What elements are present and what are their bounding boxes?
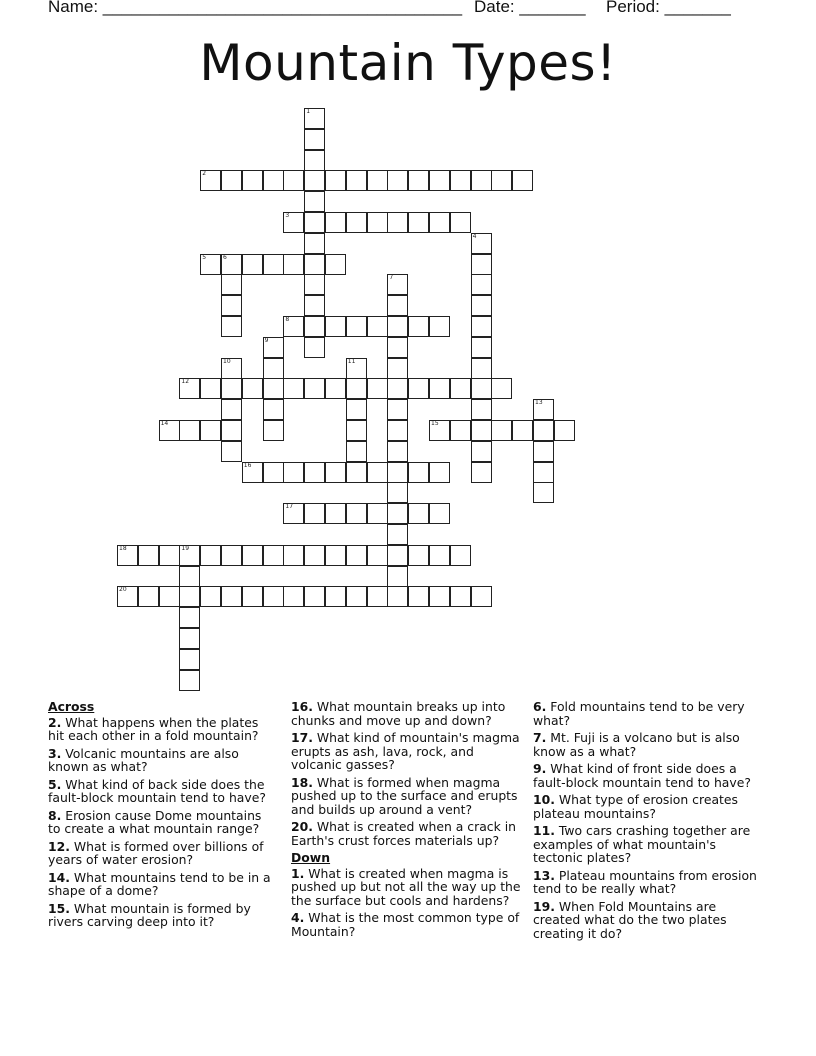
crossword-cell[interactable]: [242, 586, 263, 607]
crossword-cell[interactable]: [283, 545, 304, 566]
crossword-cell[interactable]: [325, 545, 346, 566]
crossword-cell[interactable]: [346, 503, 367, 524]
crossword-cell[interactable]: [533, 420, 554, 441]
crossword-cell[interactable]: [408, 545, 429, 566]
clue-number: 12.: [48, 838, 70, 854]
clue-number: 10: [223, 357, 231, 365]
crossword-cell[interactable]: [346, 399, 367, 420]
clue-text: What is created when magma is pushed up but not all the way up the the surface but cools and hardens?: [291, 865, 521, 908]
crossword-cell[interactable]: [408, 586, 429, 607]
crossword-cell[interactable]: [304, 150, 325, 171]
clues-column-3: [533, 700, 763, 944]
crossword-cell[interactable]: [429, 378, 450, 399]
clue-number: 17.: [291, 730, 313, 745]
crossword-cell[interactable]: [471, 274, 492, 295]
crossword-cell[interactable]: [200, 545, 221, 566]
clue-text: Volcanic mountains are also known as what?: [48, 745, 239, 774]
clue-text: What mountains tend to be in a shape of a dome?: [48, 869, 271, 898]
clue-item: [533, 731, 763, 758]
crossword-cell[interactable]: [304, 503, 325, 524]
crossword-cell[interactable]: [471, 420, 492, 441]
clue-text: Two cars crashing together are examples of what mountain's tectonic plates?: [533, 823, 751, 865]
clue-number: 13: [535, 399, 543, 407]
crossword-cell[interactable]: [221, 378, 242, 399]
crossword-cell[interactable]: [304, 254, 325, 275]
crossword-cell[interactable]: [283, 170, 304, 191]
crossword-cell[interactable]: [304, 191, 325, 212]
crossword-cell[interactable]: [387, 545, 408, 566]
crossword-cell[interactable]: [325, 462, 346, 483]
crossword-cell[interactable]: [429, 503, 450, 524]
clue-item: [291, 776, 523, 817]
crossword-cell[interactable]: [450, 170, 471, 191]
crossword-cell[interactable]: [471, 337, 492, 358]
crossword-cell[interactable]: [387, 170, 408, 191]
clue-item: [291, 867, 523, 908]
clue-item: [533, 762, 763, 789]
crossword-cell[interactable]: [138, 545, 159, 566]
crossword-cell[interactable]: [408, 378, 429, 399]
crossword-cell[interactable]: [367, 462, 388, 483]
crossword-cell[interactable]: [263, 358, 284, 379]
crossword-cell[interactable]: [387, 295, 408, 316]
clue-number: 19.: [533, 898, 555, 914]
crossword-cell[interactable]: [387, 337, 408, 358]
crossword-cell[interactable]: [346, 212, 367, 233]
crossword-cell[interactable]: [304, 316, 325, 337]
clue-number: 1: [306, 108, 311, 115]
crossword-cell[interactable]: [221, 545, 242, 566]
crossword-cell[interactable]: [387, 358, 408, 379]
crossword-cell[interactable]: [179, 420, 200, 441]
crossword-cell[interactable]: [325, 170, 346, 191]
crossword-cell[interactable]: [200, 170, 221, 191]
crossword-cell[interactable]: [325, 586, 346, 607]
crossword-cell[interactable]: [304, 170, 325, 191]
crossword-cell[interactable]: [346, 378, 367, 399]
clue-number: 8.: [48, 807, 62, 823]
clue-number: 12: [181, 378, 190, 386]
crossword-cell[interactable]: [304, 586, 325, 607]
clue-number: 15.: [48, 900, 70, 916]
crossword-cell[interactable]: [471, 586, 492, 607]
clue-number: 5: [202, 253, 207, 261]
crossword-cell[interactable]: [263, 254, 284, 275]
crossword-cell[interactable]: [325, 316, 346, 337]
crossword-cell[interactable]: [117, 586, 138, 607]
crossword-cell[interactable]: [325, 212, 346, 233]
crossword-cell[interactable]: [242, 254, 263, 275]
crossword-cell[interactable]: [387, 503, 408, 524]
clue-number: 9.: [533, 761, 547, 776]
crossword-cell[interactable]: [179, 649, 200, 670]
crossword-cell[interactable]: [159, 420, 180, 441]
clue-number: 17: [285, 503, 294, 511]
crossword-cell[interactable]: [471, 399, 492, 420]
period-field-label: Period: _______: [606, 0, 731, 16]
crossword-cell[interactable]: [408, 316, 429, 337]
crossword-cell[interactable]: [117, 545, 138, 566]
crossword-cell[interactable]: [159, 545, 180, 566]
crossword-cell[interactable]: [221, 295, 242, 316]
crossword-cell[interactable]: [450, 212, 471, 233]
crossword-cell[interactable]: [367, 212, 388, 233]
clue-item: [48, 716, 276, 743]
crossword-cell[interactable]: [179, 586, 200, 607]
clue-number: 15: [431, 420, 439, 427]
crossword-cell[interactable]: [491, 378, 512, 399]
crossword-cell[interactable]: [429, 586, 450, 607]
crossword-cell[interactable]: [304, 295, 325, 316]
crossword-cell[interactable]: [304, 462, 325, 483]
crossword-cell[interactable]: [471, 358, 492, 379]
crossword-cell[interactable]: [387, 566, 408, 587]
clue-text: Plateau mountains from erosion tend to be really what?: [533, 867, 757, 896]
clue-number: 6.: [533, 699, 547, 714]
clue-number: 11: [347, 357, 356, 365]
clue-item: [533, 700, 763, 727]
crossword-cell[interactable]: [221, 254, 242, 275]
crossword-cell[interactable]: [242, 462, 263, 483]
clue-item: [48, 778, 276, 805]
across-heading: Across: [48, 699, 95, 714]
crossword-cell[interactable]: [304, 378, 325, 399]
clue-text: What is the most common type of Mountain?: [291, 910, 520, 939]
crossword-cell[interactable]: [138, 586, 159, 607]
crossword-cell[interactable]: [346, 545, 367, 566]
clue-item: [533, 869, 763, 896]
crossword-cell[interactable]: [346, 170, 367, 191]
crossword-cell[interactable]: [346, 462, 367, 483]
crossword-cell[interactable]: [367, 503, 388, 524]
crossword-cell[interactable]: [179, 670, 200, 691]
crossword-cell[interactable]: [387, 524, 408, 545]
crossword-cell[interactable]: [200, 586, 221, 607]
crossword-cell[interactable]: [179, 628, 200, 649]
clue-number: 2: [202, 170, 207, 178]
crossword-cell[interactable]: [283, 503, 304, 524]
crossword-cell[interactable]: [471, 254, 492, 275]
crossword-cell[interactable]: [387, 482, 408, 503]
crossword-cell[interactable]: [471, 462, 492, 483]
crossword-cell[interactable]: [367, 316, 388, 337]
clue-text: What kind of front side does a fault-block mountain tend to have?: [533, 761, 751, 790]
crossword-cell[interactable]: [304, 545, 325, 566]
clue-item: [291, 911, 523, 938]
crossword-cell[interactable]: [387, 274, 408, 295]
crossword-cell[interactable]: [408, 503, 429, 524]
crossword-cell[interactable]: [346, 316, 367, 337]
crossword-cell[interactable]: [367, 378, 388, 399]
crossword-cell[interactable]: [283, 316, 304, 337]
date-field-label: Date: _______: [474, 0, 586, 16]
crossword-cell[interactable]: [346, 586, 367, 607]
crossword-cell[interactable]: [304, 129, 325, 150]
crossword-cell[interactable]: [408, 212, 429, 233]
crossword-cell[interactable]: [179, 566, 200, 587]
clue-item: [291, 700, 523, 727]
crossword-cell[interactable]: [263, 337, 284, 358]
crossword-cell[interactable]: [325, 378, 346, 399]
crossword-cell[interactable]: [200, 420, 221, 441]
clue-number: 6: [223, 253, 227, 261]
crossword-cell[interactable]: [283, 212, 304, 233]
crossword-cell[interactable]: [471, 378, 492, 399]
crossword-cell[interactable]: [200, 378, 221, 399]
crossword-cell[interactable]: [221, 586, 242, 607]
clue-text: What type of erosion creates plateau mountains?: [533, 792, 738, 821]
crossword-cell[interactable]: [304, 212, 325, 233]
crossword-cell[interactable]: [179, 378, 200, 399]
crossword-cell[interactable]: [450, 420, 471, 441]
crossword-cell[interactable]: [304, 108, 325, 129]
crossword-cell[interactable]: [325, 503, 346, 524]
crossword-cell[interactable]: [346, 441, 367, 462]
clue-item: [48, 809, 276, 836]
clue-item: [291, 731, 523, 772]
clue-number: 14: [160, 420, 169, 427]
clues-column-2: [291, 700, 523, 942]
crossword-cell[interactable]: [450, 586, 471, 607]
crossword-cell[interactable]: [387, 586, 408, 607]
clue-number: 3: [285, 212, 290, 219]
clue-item: [291, 820, 523, 847]
crossword-cell[interactable]: [554, 420, 575, 441]
clue-text: Mt. Fuji is a volcano but is also know as a what?: [533, 730, 740, 759]
clue-number: 7: [389, 274, 394, 282]
clue-number: 9: [264, 336, 269, 344]
clue-text: Erosion cause Dome mountains to create a what mountain range?: [48, 807, 262, 836]
crossword-cell[interactable]: [179, 607, 200, 628]
crossword-cell[interactable]: [263, 586, 284, 607]
crossword-cell[interactable]: [283, 254, 304, 275]
crossword-cell[interactable]: [221, 399, 242, 420]
crossword-cell[interactable]: [491, 420, 512, 441]
crossword-cell[interactable]: [491, 170, 512, 191]
crossword-cell[interactable]: [263, 399, 284, 420]
crossword-cell[interactable]: [159, 586, 180, 607]
clue-text: What mountain breaks up into chunks and move up and down?: [291, 699, 506, 728]
crossword-cell[interactable]: [221, 170, 242, 191]
clue-number: 8: [285, 316, 290, 323]
crossword-cell[interactable]: [387, 462, 408, 483]
crossword-cell[interactable]: [283, 378, 304, 399]
crossword-cell[interactable]: [242, 378, 263, 399]
down-heading: Down: [291, 850, 331, 865]
clue-text: What happens when the plates hit each other in a fold mountain?: [48, 714, 259, 743]
clue-number: 5.: [48, 776, 62, 792]
clue-item: [48, 840, 276, 867]
crossword-cell[interactable]: [471, 170, 492, 191]
crossword-cell[interactable]: [263, 378, 284, 399]
crossword-cell[interactable]: [283, 586, 304, 607]
crossword-cell[interactable]: [263, 170, 284, 191]
clue-number: 16: [243, 461, 252, 469]
crossword-cell[interactable]: [471, 441, 492, 462]
clue-number: 14.: [48, 869, 70, 885]
crossword-cell[interactable]: [512, 170, 533, 191]
crossword-cell[interactable]: [533, 462, 554, 483]
clue-number: 13.: [533, 867, 555, 883]
clue-item: [48, 902, 276, 929]
clue-number: 3.: [48, 745, 62, 761]
clue-text: What is formed when magma pushed up to the surface and erupts and builds up around a vent?: [291, 774, 518, 817]
clue-item: [48, 747, 276, 774]
clue-number: 11.: [533, 823, 555, 838]
crossword-cell[interactable]: [429, 170, 450, 191]
clue-number: 7.: [533, 730, 547, 745]
crossword-cell[interactable]: [221, 420, 242, 441]
name-field-label: Name: ______________________________________: [48, 0, 463, 16]
crossword-cell[interactable]: [304, 337, 325, 358]
clue-number: 4.: [291, 910, 305, 925]
crossword-cell[interactable]: [387, 378, 408, 399]
crossword-cell[interactable]: [429, 462, 450, 483]
crossword-cell[interactable]: [242, 545, 263, 566]
crossword-cell[interactable]: [471, 295, 492, 316]
crossword-cell[interactable]: [408, 462, 429, 483]
crossword-cell[interactable]: [533, 399, 554, 420]
clue-text: What mountain is formed by rivers carving deep into it?: [48, 900, 251, 929]
crossword-cell[interactable]: [304, 233, 325, 254]
crossword-cell[interactable]: [450, 378, 471, 399]
clue-number: 4: [472, 232, 477, 240]
clue-item: [48, 871, 276, 898]
clues-column-1: [48, 700, 276, 933]
crossword-cell[interactable]: [263, 420, 284, 441]
crossword-cell[interactable]: [221, 358, 242, 379]
crossword-cell[interactable]: [367, 545, 388, 566]
crossword-cell[interactable]: [387, 441, 408, 462]
crossword-cell[interactable]: [221, 274, 242, 295]
crossword-cell[interactable]: [471, 316, 492, 337]
clue-text: When Fold Mountains are created what do the two plates creating it do?: [533, 898, 727, 941]
crossword-cell[interactable]: [367, 170, 388, 191]
clue-text: What kind of back side does the fault-block mountain tend to have?: [48, 776, 266, 805]
clue-number: 18: [119, 544, 127, 552]
clue-number: 2.: [48, 714, 62, 730]
clue-number: 20: [119, 586, 127, 594]
clue-text: What is formed over billions of years of water erosion?: [48, 838, 264, 867]
clue-number: 18.: [291, 774, 313, 790]
crossword-cell[interactable]: [387, 399, 408, 420]
clue-text: What is created when a crack in Earth's crust forces materials up?: [291, 819, 517, 848]
crossword-cell[interactable]: [325, 254, 346, 275]
crossword-cell[interactable]: [387, 316, 408, 337]
crossword-cell[interactable]: [429, 212, 450, 233]
crossword-cell[interactable]: [263, 545, 284, 566]
clue-number: 19: [181, 544, 190, 552]
crossword-cell[interactable]: [263, 462, 284, 483]
crossword-cell[interactable]: [367, 586, 388, 607]
clue-number: 1.: [291, 865, 305, 881]
crossword-cell[interactable]: [512, 420, 533, 441]
clue-item: [533, 793, 763, 820]
crossword-cell[interactable]: [346, 358, 367, 379]
clue-number: 16.: [291, 699, 313, 714]
crossword-cell[interactable]: [533, 482, 554, 503]
crossword-cell[interactable]: [283, 462, 304, 483]
crossword-cell[interactable]: [242, 170, 263, 191]
clue-number: 10.: [533, 792, 555, 807]
crossword-cell[interactable]: [429, 316, 450, 337]
crossword-cell[interactable]: [221, 316, 242, 337]
puzzle-title: Mountain Types!: [199, 34, 617, 92]
crossword-cell[interactable]: [221, 441, 242, 462]
crossword-cell[interactable]: [387, 420, 408, 441]
clue-item: [533, 900, 763, 941]
clue-text: Fold mountains tend to be very what?: [533, 699, 745, 728]
crossword-cell[interactable]: [429, 545, 450, 566]
crossword-cell[interactable]: [408, 170, 429, 191]
crossword-cell[interactable]: [346, 420, 367, 441]
crossword-cell[interactable]: [533, 441, 554, 462]
crossword-cell[interactable]: [450, 545, 471, 566]
crossword-cell[interactable]: [304, 274, 325, 295]
crossword-cell[interactable]: [179, 545, 200, 566]
crossword-cell[interactable]: [200, 254, 221, 275]
crossword-cell[interactable]: [471, 233, 492, 254]
clue-text: What kind of mountain's magma erupts as ash, lava, rock, and volcanic gasses?: [291, 730, 520, 772]
crossword-cell[interactable]: [387, 212, 408, 233]
clue-item: [533, 824, 763, 865]
crossword-cell[interactable]: [429, 420, 450, 441]
clue-number: 20.: [291, 819, 313, 834]
